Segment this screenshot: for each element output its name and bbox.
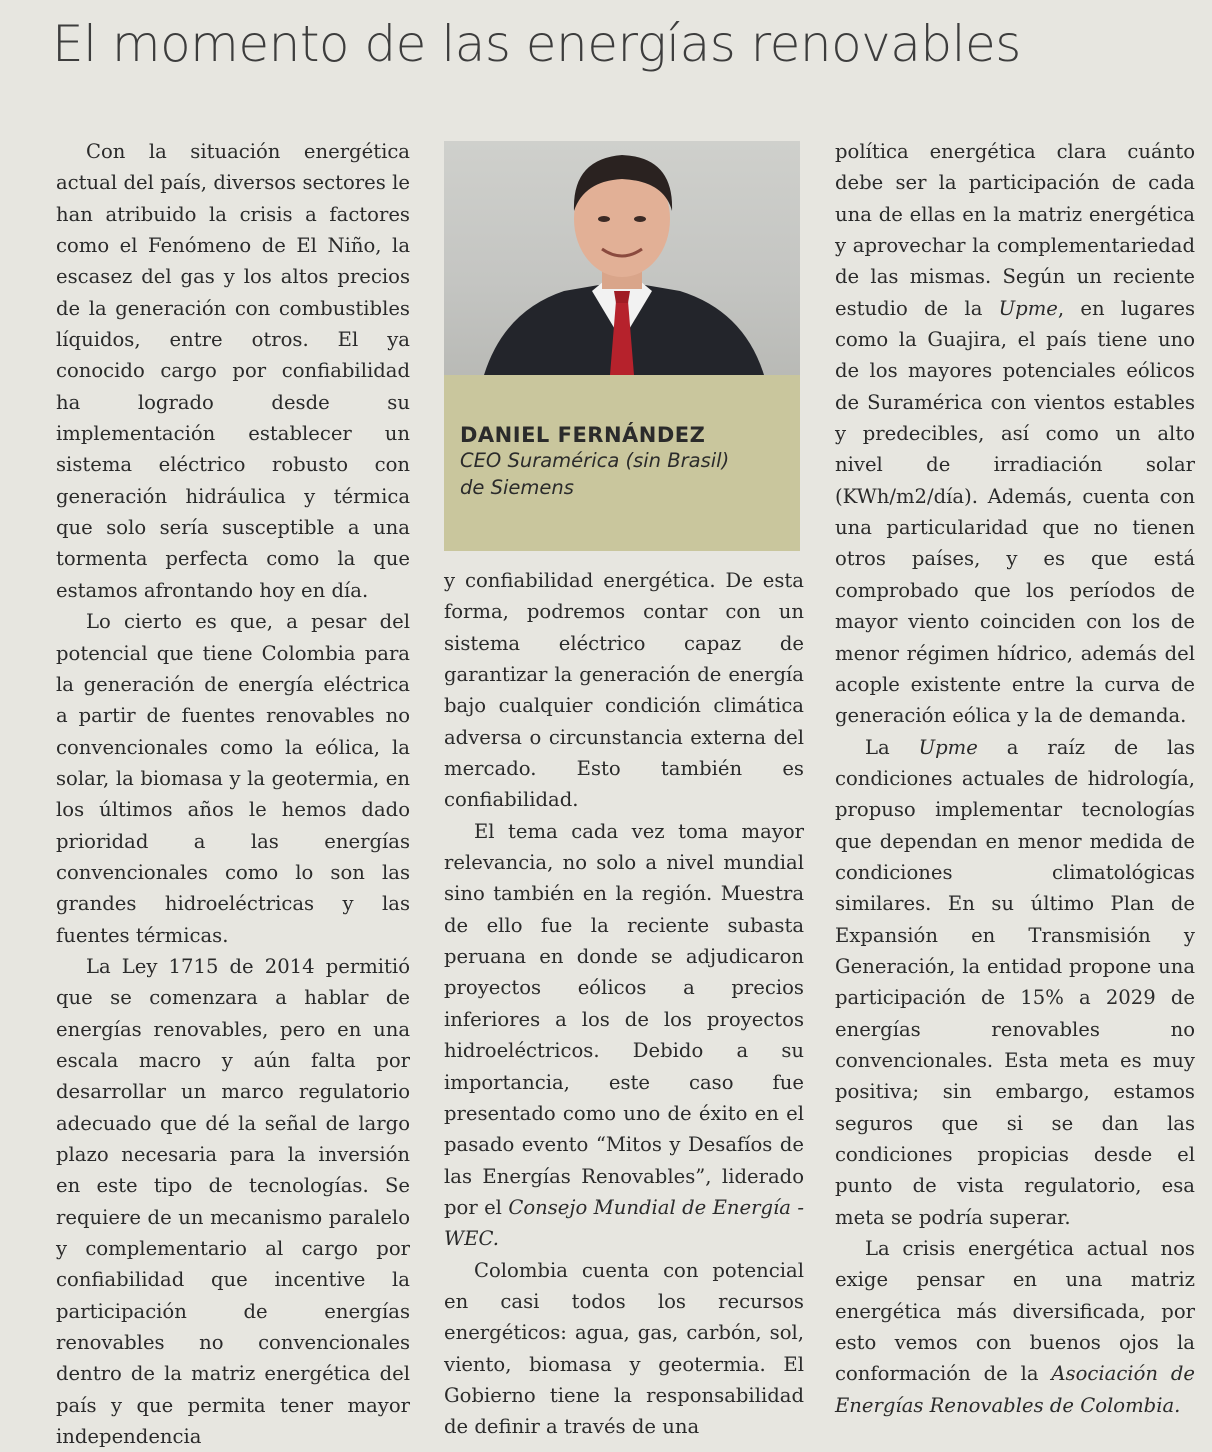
paragraph-text: El tema cada vez toma mayor relevancia, no solo a nivel mundial sino también en la región. Muestra de ello fue la reciente subasta peruana en donde se adjudicaron proyectos eólicos a precios inferiores a los de los proyectos hidroeléctricos. Debido a su importancia, este caso fue presentado como uno de éxito en el pasado evento “Mitos y Desafíos de las Energías Renovables”, liderado por el <box>444 819 804 1219</box>
headline: El momento de las energías renovables <box>52 15 1021 73</box>
paragraph-text: a raíz de las condiciones actuales de hidrología, propuso implementar tecnologías que dependan en menor medida de condiciones climatológicas similares. En su último Plan de Expansión en Transmisión y Generación, la entidad propone una participación de 15% a 2029 de energías renovables no convencionales. Esta meta es muy positiva; sin embargo, estamos seguros que si se dan las condiciones propicias desde el punto de vista regulatorio, esa meta se podría superar. <box>835 735 1196 1229</box>
paragraph: Colombia cuenta con potencial en casi todos los recursos energéticos: agua, gas, carbón, sol, viento, biomasa y geotermia. El Gobierno tiene la responsabilidad de definir a través de una <box>444 1258 804 1439</box>
paragraph-text: La crisis energética actual nos exige pensar en una matriz energética más diversificada, por esto vemos con buenos ojos la conformación de la <box>835 1237 1195 1386</box>
organization-name: Upme <box>998 296 1058 320</box>
article-column-2 <box>444 565 804 1443</box>
paragraph <box>444 816 804 1255</box>
paragraph-text: política energética clara cuánto debe ser la participación de cada una de ellas en la matriz energética y aprovechar la complementariedad de las mismas. Según un reciente estudio de la <box>835 140 1195 320</box>
organization-name: Asociación de Energías Renovables de Colombia. <box>835 1362 1195 1417</box>
author-company: de Siemens <box>460 476 574 499</box>
author-photo <box>444 141 800 375</box>
author-name: DANIEL FERNÁNDEZ <box>460 423 706 447</box>
paragraph: y confiabilidad energética. De esta forma, podremos contar con un sistema eléctrico capaz de garantizar la generación de energía bajo cualquier condición climática adversa o circunstancia externa del mercado. Esto también es confiabilidad. <box>444 569 804 812</box>
organization-name: Upme <box>918 735 978 759</box>
paragraph: Con la situación energética actual del país, diversos sectores le han atribuido la crisis a factores como el Fenómeno de El Niño, la escasez del gas y los altos precios de la generación con combustibles líquidos, entre otros. El ya conocido cargo por confiabilidad ha logrado desde su implementación establecer un sistema eléctrico robusto con generación hidráulica y térmica que solo sería susceptible a una tormenta perfecta como la que estamos afrontando hoy en día. <box>56 140 410 602</box>
paragraph: La Ley 1715 de 2014 permitió que se comenzara a hablar de energías renovables, pero en una escala macro y aún falta por desarrollar un marco regulatorio adecuado que dé la señal de largo plazo necesaria para la inversión en este tipo de tecnologías. Se requiere de un mecanismo paralelo y complementario al cargo por confiabilidad que incentive la participación de energías renovables no convencionales dentro de la matriz energética del país y que permita tener mayor independencia <box>56 954 410 1449</box>
paragraph <box>835 1233 1195 1421</box>
paragraph-text: La <box>865 735 919 759</box>
organization-name: Consejo Mundial de Energía - WEC. <box>444 1195 804 1251</box>
article-column-3 <box>835 136 1195 1421</box>
paragraph <box>835 136 1195 732</box>
article-column-1 <box>56 136 410 1452</box>
author-caption <box>460 423 790 501</box>
paragraph <box>835 732 1195 1234</box>
author-role: CEO Suramérica (sin Brasil) <box>460 449 730 472</box>
paragraph-text: , en lugares como la Guajira, el país tiene uno de los mayores potenciales eólicos de Suramérica con vientos estables y predecibles, así como un alto nivel de irradiación solar (KWh/m2/día). Además, cuenta con una particularidad que no tienen otros países, y es que está comprobado que los períodos de mayor viento coinciden con los de menor régimen hídrico, además del acople existente entre la curva de generación eólica y la de demanda. <box>835 296 1195 728</box>
paragraph: Lo cierto es que, a pesar del potencial que tiene Colombia para la generación de energía eléctrica a partir de fuentes renovables no convencionales como la eólica, la solar, la biomasa y la geotermia, en los últimos años le hemos dado prioridad a las energías convencionales como lo son las grandes hidroeléctricas y las fuentes térmicas. <box>56 610 410 947</box>
author-box <box>444 141 800 551</box>
portrait-illustration <box>444 141 800 375</box>
